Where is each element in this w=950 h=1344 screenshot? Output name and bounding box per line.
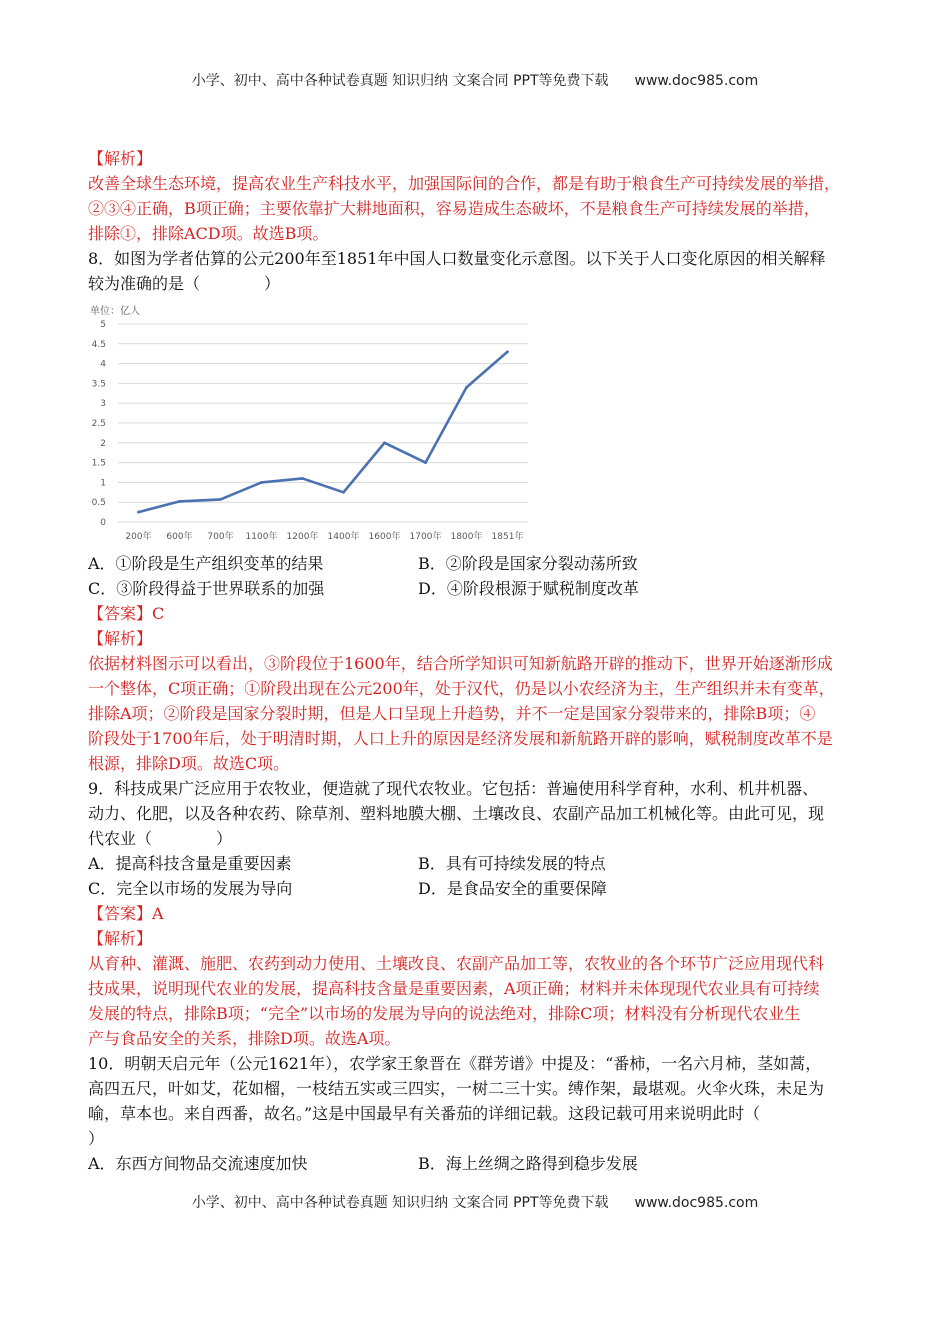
q10-stem-line: 高四五尺，叶如艾，花如榴，一枝结五实或三四实，一树二三十实。缚作架，最堪观。火伞火珠，未足为 (88, 1079, 825, 1098)
q9-analysis-tag: 【解析】 (88, 929, 153, 948)
q8-analysis-line: 根源，排除D项。故选C项。 (88, 754, 290, 773)
q10-option-b[interactable]: B．海上丝绸之路得到稳步发展 (418, 1154, 638, 1173)
chart-y-tick-label: 5 (100, 320, 106, 330)
chart-x-tick-label: 1700年 (409, 532, 442, 542)
q8-options-row (88, 551, 870, 576)
chart-data-point (342, 491, 345, 494)
chart-unit-label: 单位：亿人 (90, 306, 140, 317)
q9-options-row (88, 851, 870, 876)
chart-x-tick-label: 1800年 (450, 532, 483, 542)
chart-x-tick-label: 200年 (125, 532, 152, 542)
q9-options-row (88, 876, 870, 901)
q9-stem-line: 代农业（ ） (88, 829, 233, 848)
q9-option-a[interactable]: A．提高科技含量是重要因素 (88, 854, 292, 873)
chart-y-tick-label: 1.5 (91, 458, 106, 469)
document-body (88, 146, 870, 1176)
chart-y-tick-label: 1 (100, 478, 106, 489)
chart-y-tick-label: 3 (100, 399, 106, 410)
chart-data-point (506, 350, 509, 353)
q9-analysis-line: 发展的特点，排除B项；“完全”以市场的发展为导向的说法绝对，排除C项；材料没有分析现代农业生 (88, 1004, 801, 1023)
q9-answer-value: A (152, 904, 164, 923)
chart-data-point (424, 461, 427, 464)
chart-x-tick-label: 1100年 (245, 532, 278, 542)
chart-data-point (219, 498, 222, 501)
chart-x-tick-label: 1400年 (327, 532, 360, 542)
chart-y-tick-label: 3.5 (91, 379, 106, 390)
q9-answer (88, 901, 870, 926)
chart-series-line (139, 352, 508, 512)
chart-x-tick-label: 1200年 (286, 532, 319, 542)
chart-x-tick-label: 1600年 (368, 532, 401, 542)
chart-x-tick-label: 600年 (166, 532, 193, 542)
q8-stem-line: 8．如图为学者估算的公元200年至1851年中国人口数量变化示意图。以下关于人口变化原因的相关解释 (88, 249, 826, 268)
q9-option-d[interactable]: D．是食品安全的重要保障 (418, 879, 607, 898)
q9-stem-line: 9．科技成果广泛应用于农牧业，便造就了现代农牧业。它包括：普遍使用科学育种，水利、机井机器、 (88, 779, 819, 798)
q9-option-b[interactable]: B．具有可持续发展的特点 (418, 854, 606, 873)
header-text: 小学、初中、高中各种试卷真题 知识归纳 文案合同 PPT等免费下载 (191, 73, 609, 89)
chart-y-tick-label: 4 (100, 359, 106, 370)
q8-option-a[interactable]: A．①阶段是生产组织变革的结果 (88, 554, 324, 573)
chart-y-tick-label: 0 (100, 518, 106, 528)
q8-answer (88, 601, 870, 626)
page-footer (0, 1192, 950, 1212)
q10-option-a[interactable]: A．东西方间物品交流速度加快 (88, 1154, 308, 1173)
q8-analysis-tag: 【解析】 (88, 629, 153, 648)
q8-analysis-line: 一个整体，C项正确；①阶段出现在公元200年，处于汉代，仍是以小农经济为主，生产组织并未有变革， (88, 679, 835, 698)
chart-x-tick-label: 1851年 (491, 532, 524, 542)
page-header (0, 70, 950, 90)
chart-y-tick-label: 2.5 (91, 419, 106, 429)
footer-text: 小学、初中、高中各种试卷真题 知识归纳 文案合同 PPT等免费下载 (191, 1195, 609, 1211)
q9-analysis-line: 从育种、灌溉、施肥、农药到动力使用、土壤改良、农副产品加工等，农牧业的各个环节广泛应用现代科 (88, 954, 825, 973)
population-line-chart (88, 302, 538, 547)
q8-stem-line: 较为准确的是（ ） (88, 274, 281, 293)
q7-analysis-line: ②③④正确，B项正确；主要依靠扩大耕地面积，容易造成生态破坏，不是粮食生产可持续发展的举措， (88, 199, 820, 218)
q8-options-row (88, 576, 870, 601)
q8-option-d[interactable]: D．④阶段根源于赋税制度改革 (418, 579, 639, 598)
q10-options-row (88, 1151, 870, 1176)
q9-option-c[interactable]: C．完全以市场的发展为导向 (88, 879, 293, 898)
q9-analysis-line: 产与食品安全的关系，排除D项。故选A项。 (88, 1029, 401, 1048)
chart-data-point (465, 386, 468, 389)
q7-analysis-line: 改善全球生态环境，提高农业生产科技水平，加强国际间的合作，都是有助于粮食生产可持续发展的举措， (88, 174, 841, 193)
footer-url[interactable]: www.doc985.com (634, 1195, 759, 1211)
q9-stem-line: 动力、化肥，以及各种农药、除草剂、塑料地膜大棚、土壤改良、农副产品加工机械化等。由此可见，现 (88, 804, 825, 823)
q8-answer-tag: 【答案】 (88, 604, 153, 623)
population-chart (88, 302, 538, 547)
header-url[interactable]: www.doc985.com (634, 73, 759, 89)
chart-data-point (383, 441, 386, 444)
q7-analysis-line: 排除①，排除ACD项。故选B项。 (88, 224, 329, 243)
chart-data-point (137, 511, 140, 514)
q9-analysis-line: 技成果，说明现代农业的发展，提高科技含量是重要因素，A项正确；材料并未体现现代农业具有可持续 (88, 979, 820, 998)
q8-analysis-line: 阶段处于1700年后，处于明清时期，人口上升的原因是经济发展和新航路开辟的影响，赋税制度改革不是 (88, 729, 833, 748)
chart-y-tick-label: 4.5 (91, 339, 106, 350)
chart-y-tick-label: 0.5 (91, 498, 106, 509)
q10-stem-line: ） (88, 1129, 105, 1148)
chart-x-tick-label: 700年 (207, 532, 234, 542)
q9-answer-tag: 【答案】 (88, 904, 153, 923)
q8-analysis-line: 依据材料图示可以看出，③阶段位于1600年，结合所学知识可知新航路开辟的推动下，世界开始逐渐形成 (88, 654, 833, 673)
q10-stem-line: 10．明朝天启元年（公元1621年），农学家王象晋在《群芳谱》中提及：“番柿，一名六月柿，茎如蒿， (88, 1054, 822, 1073)
q8-option-b[interactable]: B．②阶段是国家分裂动荡所致 (418, 554, 638, 573)
q8-analysis-line: 排除A项；②阶段是国家分裂时期，但是人口呈现上升趋势，并不一定是国家分裂带来的，排除B项；④ (88, 704, 816, 723)
chart-data-point (301, 477, 304, 480)
q8-answer-value: C (152, 604, 165, 623)
q10-stem-line: 喻，草本也。来自西番，故名。”这是中国最早有关番茄的详细记载。这段记载可用来说明此时（ (88, 1104, 761, 1123)
q7-analysis-tag: 【解析】 (88, 149, 153, 168)
chart-data-point (260, 481, 263, 484)
q8-option-c[interactable]: C．③阶段得益于世界联系的加强 (88, 579, 325, 598)
chart-y-tick-label: 2 (100, 438, 106, 449)
chart-data-point (178, 500, 181, 503)
